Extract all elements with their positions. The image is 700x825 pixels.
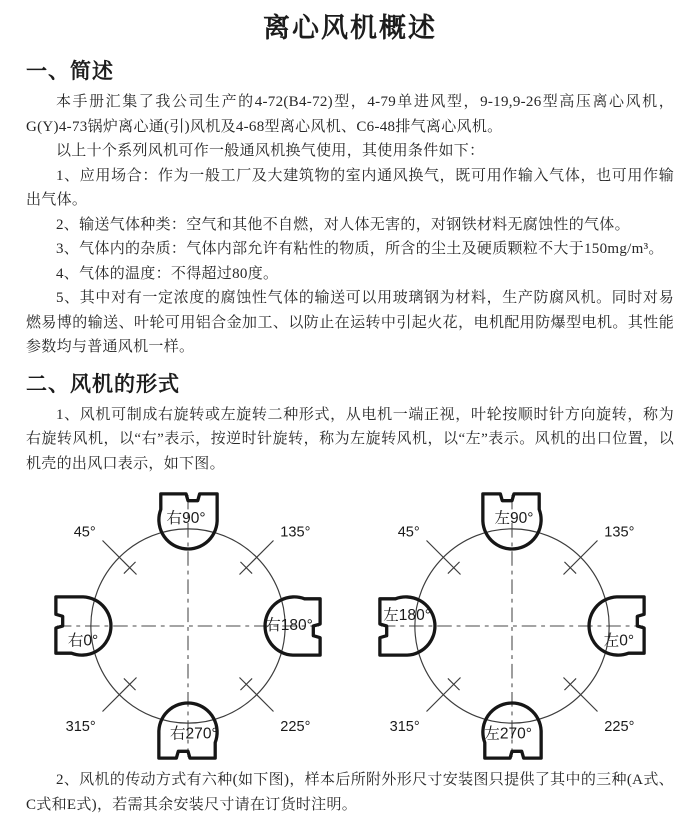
- section2-heading: 二、风机的形式: [26, 372, 180, 396]
- volute-label-left-180: 左180°: [383, 607, 431, 625]
- volute-label-right-90: 右90°: [166, 510, 206, 528]
- volute-label-right-180: 右180°: [265, 616, 313, 634]
- tick-label-315: 315°: [389, 718, 420, 735]
- page-title: 离心风机概述: [263, 13, 437, 43]
- outlet-position-diagrams: [26, 490, 674, 762]
- volute-label-left-270: 左270°: [484, 725, 532, 743]
- tick-label-135: 135°: [604, 524, 635, 541]
- volute-label-left-90: 左90°: [494, 510, 534, 528]
- paragraph-usage-intro: 以上十个系列风机可作一般通风机换气使用，其使用条件如下：: [56, 143, 485, 159]
- paragraph-rotation-description: 1、风机可制成右旋转或左旋转二种形式，从电机一端正视，叶轮按顺时针方向旋转，称为右旋转风机，以“右”表示，按逆时针旋转，称为左旋转风机，以“左”表示。风机的出口位置，以机壳的出风口表示，如下图。: [26, 406, 674, 472]
- paragraph-item-4: 4、气体的温度：不得超过80度。: [56, 265, 279, 282]
- tick-label-225: 225°: [280, 718, 311, 735]
- tick-label-45: 45°: [397, 524, 420, 541]
- paragraph-item-3: 3、气体内的杂质：气体内部允许有粘性的物质，所含的尘土及硬质颗粒不大于150mg/m³。: [56, 241, 664, 257]
- right-rotation-diagram: [38, 490, 338, 762]
- tick-label-45: 45°: [73, 524, 96, 541]
- paragraph-series-list: 本手册汇集了我公司生产的4-72(B4-72)型，4-79单进风型，9-19,9-26型高压离心风机，G(Y)4-73锅炉离心通(引)风机及4-68型离心风机、C6-48排气离心风机。: [26, 94, 674, 135]
- volute-label-right-0: 右0°: [67, 632, 99, 650]
- paragraph-item-5: 5、其中对有一定浓度的腐蚀性气体的输送可以用玻璃钢为材料，生产防腐风机。同时对易燃易博的输送、叶轮可用铝合金加工、以防止在运转中引起火花，电机配用防爆型电机。其性能参数均与普通风机一样。: [26, 290, 674, 355]
- tick-label-135: 135°: [280, 524, 311, 541]
- paragraph-item-1: 1、应用场合：作为一般工厂及大建筑物的室内通风换气，既可用作输入气体，也可用作输出气体。: [26, 167, 674, 208]
- tick-label-225: 225°: [604, 718, 635, 735]
- volute-label-left-0: 左0°: [603, 632, 635, 650]
- section1-heading: 一、简述: [26, 60, 114, 83]
- tick-label-315: 315°: [65, 718, 96, 735]
- left-rotation-diagram: [362, 490, 662, 762]
- paragraph-transmission-modes: 2、风机的传动方式有六种(如下图)，样本后所附外形尺寸安装图只提供了其中的三种(A式、C式和E式)，若需其余安装尺寸请在订货时注明。: [26, 772, 674, 813]
- volute-label-right-270: 右270°: [170, 725, 218, 743]
- paragraph-item-2: 2、输送气体种类：空气和其他不自燃，对人体无害的，对钢铁材料无腐蚀性的气体。: [56, 216, 630, 233]
- fan-housing-left: [380, 597, 435, 655]
